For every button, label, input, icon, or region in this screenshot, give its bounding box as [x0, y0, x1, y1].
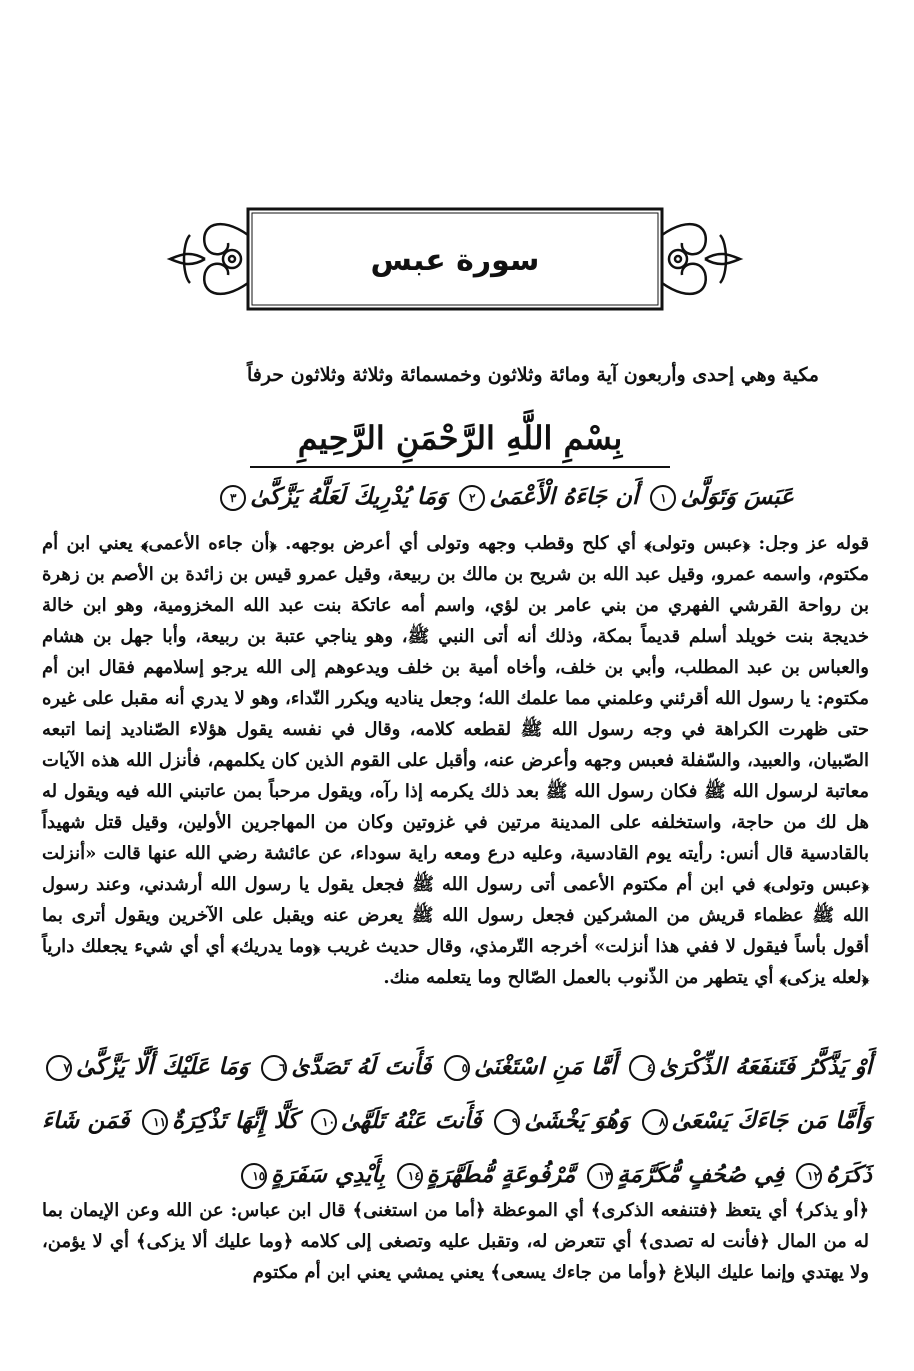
verse-number-icon: ١٥ [241, 1163, 267, 1189]
verse-text: فَأَنتَ عَنْهُ تَلَهَّىٰ [340, 1107, 482, 1134]
verse-number-icon: ٩ [494, 1109, 520, 1135]
verse-number-icon: ١٠ [311, 1109, 337, 1135]
verse-text: فَأَنتَ لَهُ تَصَدَّىٰ [291, 1053, 432, 1080]
verse-number-icon: ٥ [444, 1055, 470, 1081]
verse-text: أَن جَاءَهُ الْأَعْمَىٰ [489, 483, 639, 510]
verse-number-icon: ١ [650, 485, 676, 511]
verse-number-icon: ١١ [142, 1109, 168, 1135]
surah-title-frame [160, 205, 750, 317]
verse-text: وَأَمَّا مَن جَاءَكَ يَسْعَىٰ [671, 1107, 873, 1134]
verse-number-icon: ١٣ [587, 1163, 613, 1189]
verse-number-icon: ٨ [642, 1109, 668, 1135]
verse-text: وَهُوَ يَخْشَىٰ [524, 1107, 629, 1134]
verse-number-icon: ٣ [220, 485, 246, 511]
verse-number-icon: ١٤ [397, 1163, 423, 1189]
commentary-paragraph-2: ﴿أو يذكر﴾ أي يتعظ ﴿فتنفعه الذكرى﴾ أي الموعظة ﴿أما من استغنى﴾ قال ابن عباس: عن الله وعن الإيمان بما له من المال ﴿فأنت له تصدى﴾ أي تتعرض له، وتقبل عليه وتصغى إلى كلامه ﴿وما عليك ألا يزكى﴾ أي لا يؤمن، ولا يهتدي وإنما عليك البلاغ ﴿وأما من جاءك يسعى﴾ يعني يمشي يعني ابن أم مكتوم [42, 1200, 869, 1283]
verse-number-icon: ٦ [261, 1055, 287, 1081]
verse-number-icon: ٤ [629, 1055, 655, 1081]
surah-title: سورة عبس [370, 243, 540, 278]
verse-number-icon: ٢ [459, 485, 485, 511]
verse-text: أَمَّا مَنِ اسْتَغْنَىٰ [474, 1053, 617, 1080]
verses-block-2 [42, 1040, 872, 1202]
verse-text: مَّرْفُوعَةٍ مُّطَهَّرَةٍ [426, 1161, 576, 1188]
verse-text: عَبَسَ وَتَوَلَّىٰ [680, 483, 794, 510]
verse-text: وَمَا عَلَيْكَ أَلَّا يَزَّكَّىٰ [76, 1053, 249, 1080]
verse-text: بِأَيْدِي سَفَرَةٍ [271, 1161, 385, 1188]
verse-text: وَمَا يُدْرِيكَ لَعَلَّهُ يَزَّكَّىٰ [250, 483, 448, 510]
basmala: بِسْمِ اللَّهِ الرَّحْمَنِ الرَّحِيمِ [250, 412, 670, 468]
verse-text: كَلَّا إِنَّهَا تَذْكِرَةٌ [172, 1107, 299, 1134]
surah-intro: مكية وهي إحدى وأربعون آية ومائة وثلاثون وخمسمائة وثلاثة وثلاثون حرفاً [246, 364, 819, 386]
verse-text: أَوْ يَذَّكَّرُ فَتَنفَعَهُ الذِّكْرَىٰ [659, 1053, 873, 1080]
commentary-paragraph-1: قوله عز وجل: ﴿عبس وتولى﴾ أي كلح وقطب وجهه وتولى أي أعرض بوجهه. ﴿أن جاءه الأعمى﴾ يعني ابن أم مكتوم، واسمه عمرو، وقيل عبد الله بن شريح بن مالك بن ربيعة، وقيل عمرو قيس بن زائدة بن الأصم بن زهرة بن رواحة القرشي الفهري من بني عامر بن لؤي، واسم أمه عاتكة بنت عبد الله المخزومية، وهو ابن خالة خديجة بنت خويلد أسلم قديماً بمكة، وذلك أنه أتى النبي ﷺ، وهو يناجي عتبة بن ربيعة، وأبا جهل بن هشام والعباس بن عبد المطلب، وأبي بن خلف، وأخاه أمية بن خلف ويدعوهم إلى الله يرجو إسلامهم فقال ابن أم مكتوم: يا رسول الله أقرئني وعلمني مما علمك الله؛ وجعل يناديه ويكرر النّداء، وهو لا يدري أنه مقبل على غيره حتى ظهرت الكراهة في وجه رسول الله ﷺ لقطعه كلامه، وقال في نفسه يقول هؤلاء الصّناديد إنما اتبعه الصّبيان، والعبيد، والسّفلة فعبس وجهه وأعرض عنه، وأقبل على القوم الذين كان يكلمهم، فأنزل الله هذه الآيات معاتبة لرسول الله ﷺ فكان رسول الله ﷺ بعد ذلك يكرمه إذا رآه، ويقول مرحباً بمن عاتبني الله فيه ويقول له هل لك من حاجة، واستخلفه على المدينة مرتين في غزوتين وكان من المهاجرين الأولين، وقيل قتل شهيداً بالقادسية قال أنس: رأيته يوم القادسية، وعليه درع ومعه راية سوداء، عن عائشة رضي الله عنها قالت «أنزلت ﴿عبس وتولى﴾ في ابن أم مكتوم الأعمى أتى رسول الله ﷺ فجعل يقول يا رسول الله أرشدني، وعند رسول الله ﷺ عظماء قريش من المشركين فجعل رسول الله ﷺ يعرض عنه ويقبل على الآخرين ويقول أترى بما أقول بأساً فيقول لا ففي هذا أنزلت» أخرجه التّرمذي، وقال حديث غريب ﴿وما يدريك﴾ أي أي شيء يجعلك دارياً ﴿لعله يزكى﴾ أي يتطهر من الذّنوب بالعمل الصّالح وما يتعلمه منك. [42, 533, 869, 988]
verse-number-icon: ٧ [46, 1055, 72, 1081]
verse-text: فَمَن شَاءَ ذَكَرَهُ [42, 1107, 872, 1188]
verses-block-1 [94, 476, 794, 518]
verse-number-icon: ١٢ [796, 1163, 822, 1189]
verse-text: فِي صُحُفٍ مُّكَرَّمَةٍ [617, 1161, 785, 1188]
